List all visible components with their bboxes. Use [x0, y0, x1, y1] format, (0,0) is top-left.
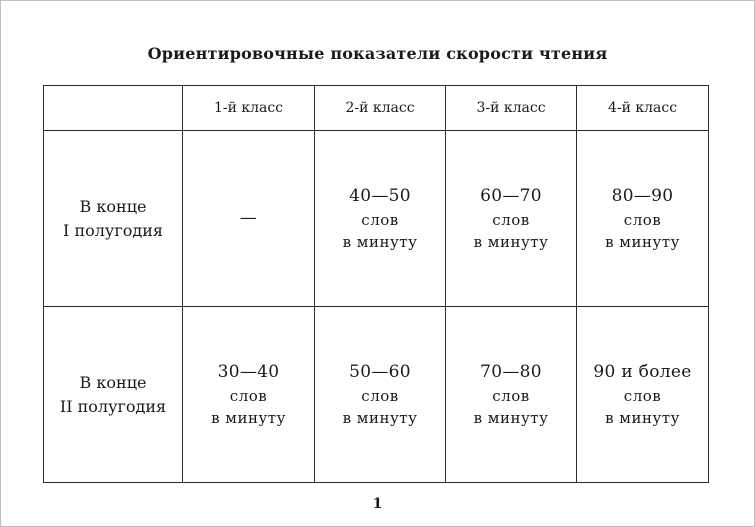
table-header-row — [44, 86, 709, 131]
cell-first-half-grade-3 — [446, 131, 577, 307]
cell-second-half-grade-1 — [183, 307, 315, 483]
speed-unit-per-minute: в минуту — [473, 233, 549, 251]
speed-value: — — [239, 208, 258, 228]
speed-unit-per-minute: в минуту — [211, 409, 286, 427]
header-cell-grade-3: 3-й класс — [446, 86, 577, 131]
table-row-first-half — [44, 131, 709, 307]
speed-value: 60—70 — [480, 186, 542, 206]
speed-value: 90 и более — [593, 362, 692, 382]
row-header-first-half — [44, 131, 183, 307]
speed-unit-per-minute: в минуту — [342, 409, 418, 427]
row-header-line1: В конце — [79, 196, 147, 216]
speed-value: 70—80 — [480, 362, 542, 382]
speed-value: 50—60 — [349, 362, 411, 382]
speed-value: 40—50 — [349, 186, 411, 206]
reading-speed-table — [43, 85, 709, 483]
row-header-line2: I полугодия — [63, 220, 163, 240]
speed-unit-words: слов — [623, 387, 662, 405]
row-header-line2: II полугодия — [59, 396, 167, 416]
speed-unit-words: слов — [361, 211, 399, 229]
table-row-second-half — [44, 307, 709, 483]
speed-unit-per-minute: в минуту — [342, 233, 418, 251]
speed-unit-per-minute: в минуту — [605, 233, 680, 251]
page-title: Ориентировочные показатели скорости чтения — [147, 44, 608, 63]
speed-unit-words: слов — [492, 387, 530, 405]
header-cell-grade-4: 4-й класс — [577, 86, 709, 131]
speed-value: 30—40 — [217, 362, 280, 382]
speed-unit-words: слов — [361, 387, 399, 405]
header-cell-grade-1: 1-й класс — [183, 86, 315, 131]
speed-value: 80—90 — [611, 186, 674, 206]
speed-unit-words: слов — [229, 387, 268, 405]
header-cell-grade-2: 2-й класс — [315, 86, 446, 131]
speed-unit-per-minute: в минуту — [605, 409, 680, 427]
cell-first-half-grade-2 — [315, 131, 446, 307]
row-header-line1: В конце — [79, 372, 147, 392]
speed-unit-words: слов — [623, 211, 662, 229]
cell-second-half-grade-2 — [315, 307, 446, 483]
page-number: 1 — [372, 496, 383, 512]
header-cell-empty — [44, 86, 183, 131]
speed-unit-words: слов — [492, 211, 530, 229]
row-header-second-half — [44, 307, 183, 483]
speed-unit-per-minute: в минуту — [473, 409, 549, 427]
cell-second-half-grade-4 — [577, 307, 709, 483]
cell-first-half-grade-1 — [183, 131, 315, 307]
cell-first-half-grade-4 — [577, 131, 709, 307]
cell-second-half-grade-3 — [446, 307, 577, 483]
